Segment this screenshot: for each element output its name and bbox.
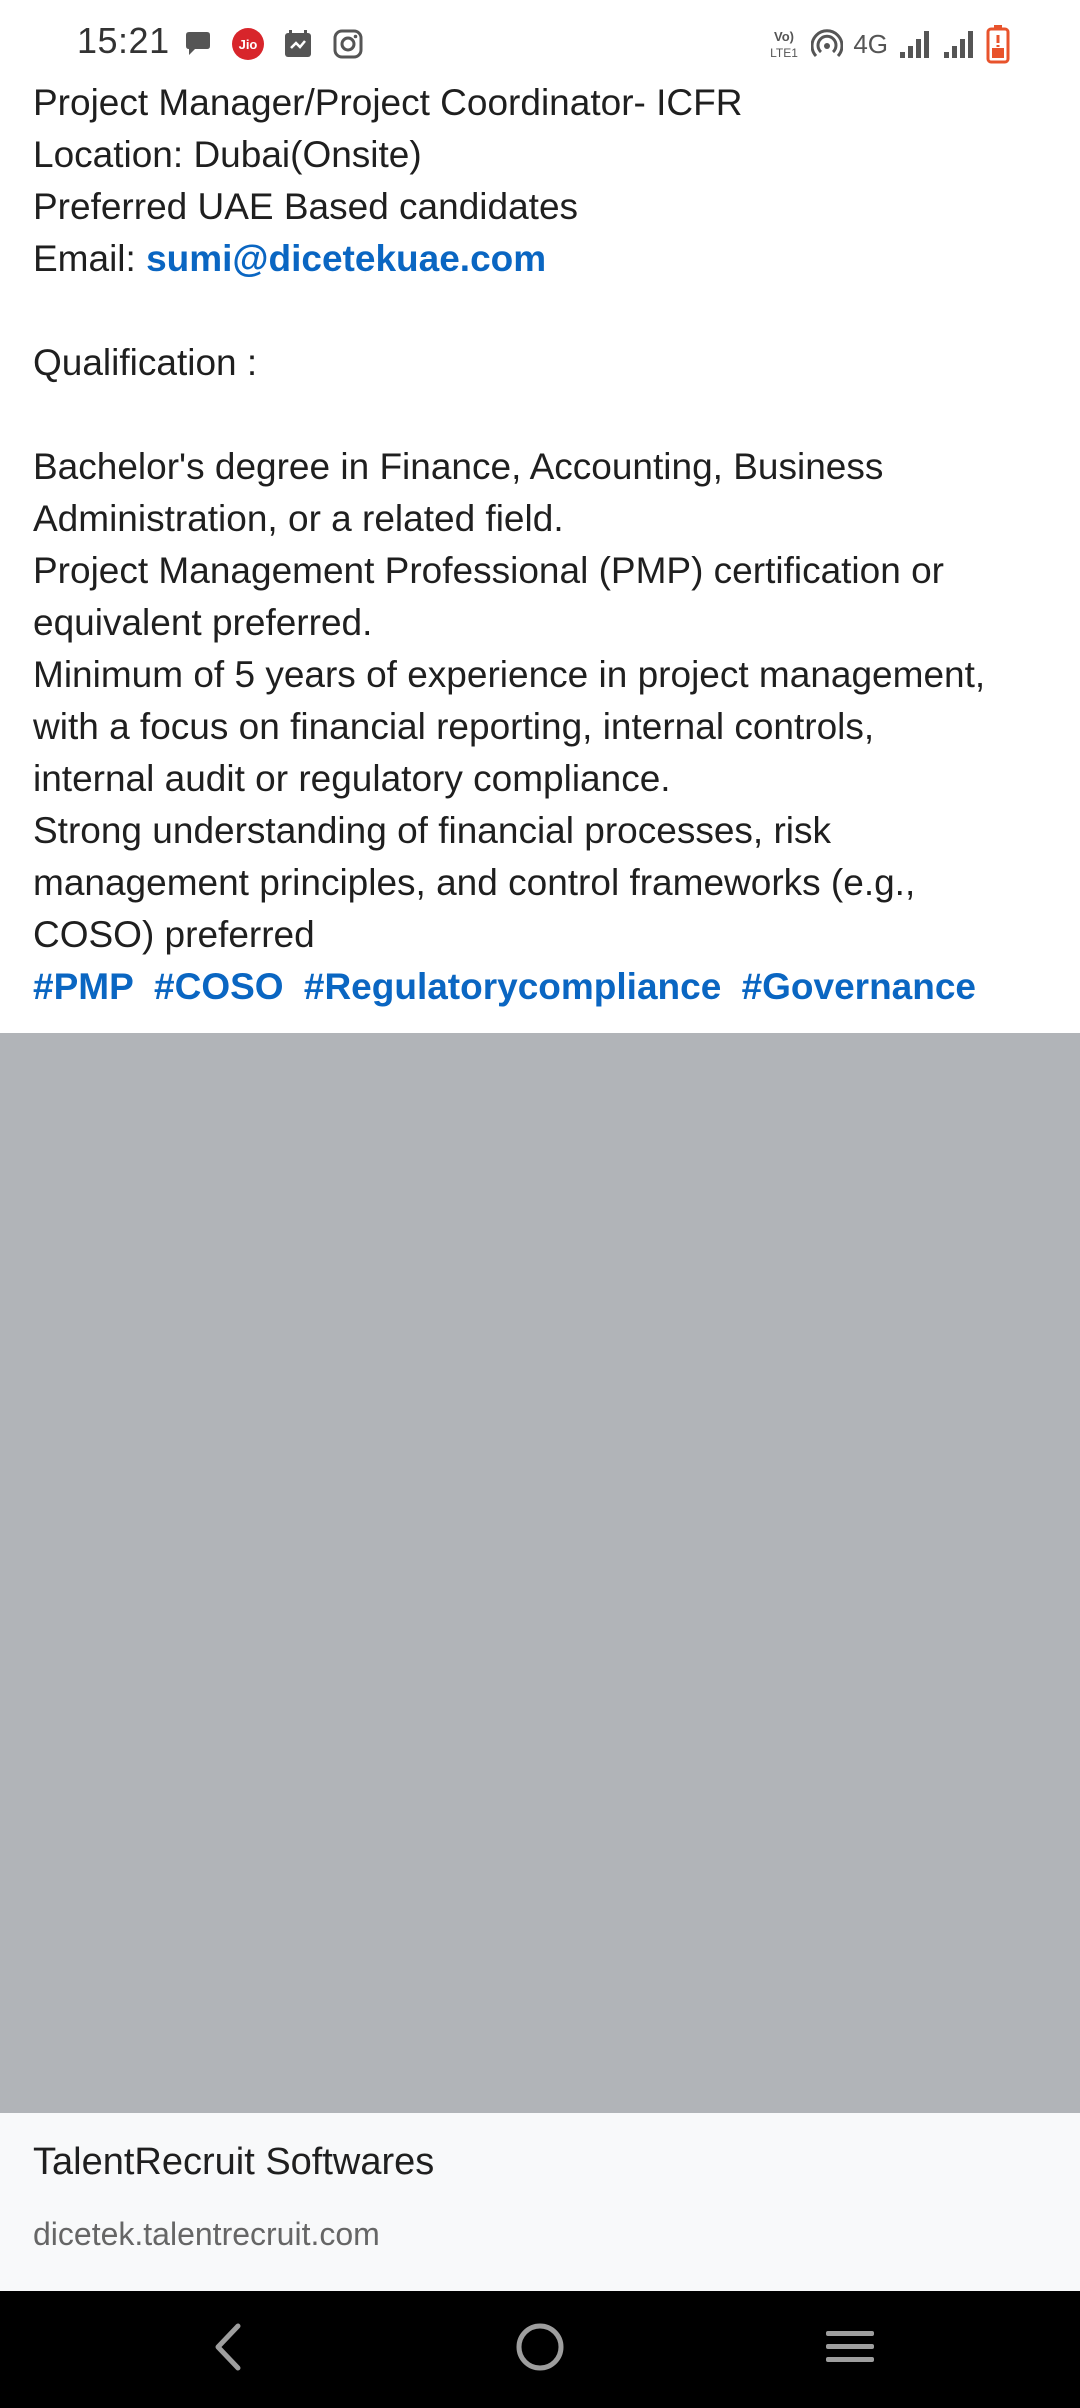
system-icons [767, 22, 1010, 66]
qualification-line: Bachelor's degree in Finance, Accounting, Business [33, 446, 884, 487]
back-icon [208, 2322, 248, 2377]
hashtag-coso[interactable]: #COSO [154, 966, 284, 1007]
hashtag-governance[interactable]: #Governance [741, 966, 977, 1007]
volte-icon [767, 26, 801, 62]
svg-text:LTE1: LTE1 [770, 46, 799, 60]
jio-icon [230, 26, 266, 62]
navigation-bar [0, 2291, 1080, 2408]
battery-low-icon [986, 24, 1010, 64]
notification-icons [180, 22, 366, 66]
qualification-line: Project Management Professional (PMP) certification or [33, 550, 944, 591]
back-button[interactable] [148, 2291, 308, 2408]
post-body [33, 77, 1063, 1013]
home-button[interactable] [460, 2291, 620, 2408]
hotspot-icon [811, 28, 843, 60]
signal-icon [898, 28, 932, 60]
recent-apps-icon [824, 2325, 876, 2374]
network-type: 4G [853, 29, 888, 59]
chat-bubble-icon [180, 26, 216, 62]
status-bar [0, 0, 1080, 86]
instagram-icon [330, 26, 366, 62]
qualification-line: management principles, and control frameworks (e.g., [33, 862, 916, 903]
home-icon [514, 2321, 566, 2378]
job-location: Location: Dubai(Onsite) [33, 134, 422, 175]
link-preview-card[interactable] [0, 2113, 1080, 2291]
job-title: Project Manager/Project Coordinator- ICFR [33, 82, 743, 123]
signal-icon [942, 28, 976, 60]
status-time: 15:21 [77, 20, 170, 61]
qualification-heading: Qualification : [33, 342, 258, 383]
qualification-line: equivalent preferred. [33, 602, 373, 643]
svg-text:Jio: Jio [238, 37, 258, 52]
hashtag-list [33, 961, 1063, 1013]
link-preview-domain: dicetek.talentrecruit.com [33, 2216, 380, 2252]
email-label: Email: [33, 238, 147, 279]
email-link[interactable]: sumi@dicetekuae.com [146, 238, 547, 279]
hashtag-regulatorycompliance[interactable]: #Regulatorycompliance [303, 966, 722, 1007]
svg-text:Vo): Vo) [774, 29, 795, 44]
candidate-preference: Preferred UAE Based candidates [33, 186, 579, 227]
qualification-line: Administration, or a related field. [33, 498, 564, 539]
calendar-icon [280, 26, 316, 62]
qualification-line: with a focus on financial reporting, internal controls, [33, 706, 875, 747]
qualification-line: Minimum of 5 years of experience in project management, [33, 654, 986, 695]
hashtag-pmp[interactable]: #PMP [33, 966, 134, 1007]
link-preview-title: TalentRecruit Softwares [33, 2141, 435, 2183]
spacer [33, 285, 1063, 337]
link-preview-image[interactable] [0, 1033, 1080, 2113]
spacer [33, 389, 1063, 441]
qualification-line: internal audit or regulatory compliance. [33, 758, 671, 799]
email-line [33, 233, 1063, 285]
qualification-line: COSO) preferred [33, 914, 315, 955]
recent-apps-button[interactable] [770, 2291, 930, 2408]
qualification-line: Strong understanding of financial processes, risk [33, 810, 831, 851]
